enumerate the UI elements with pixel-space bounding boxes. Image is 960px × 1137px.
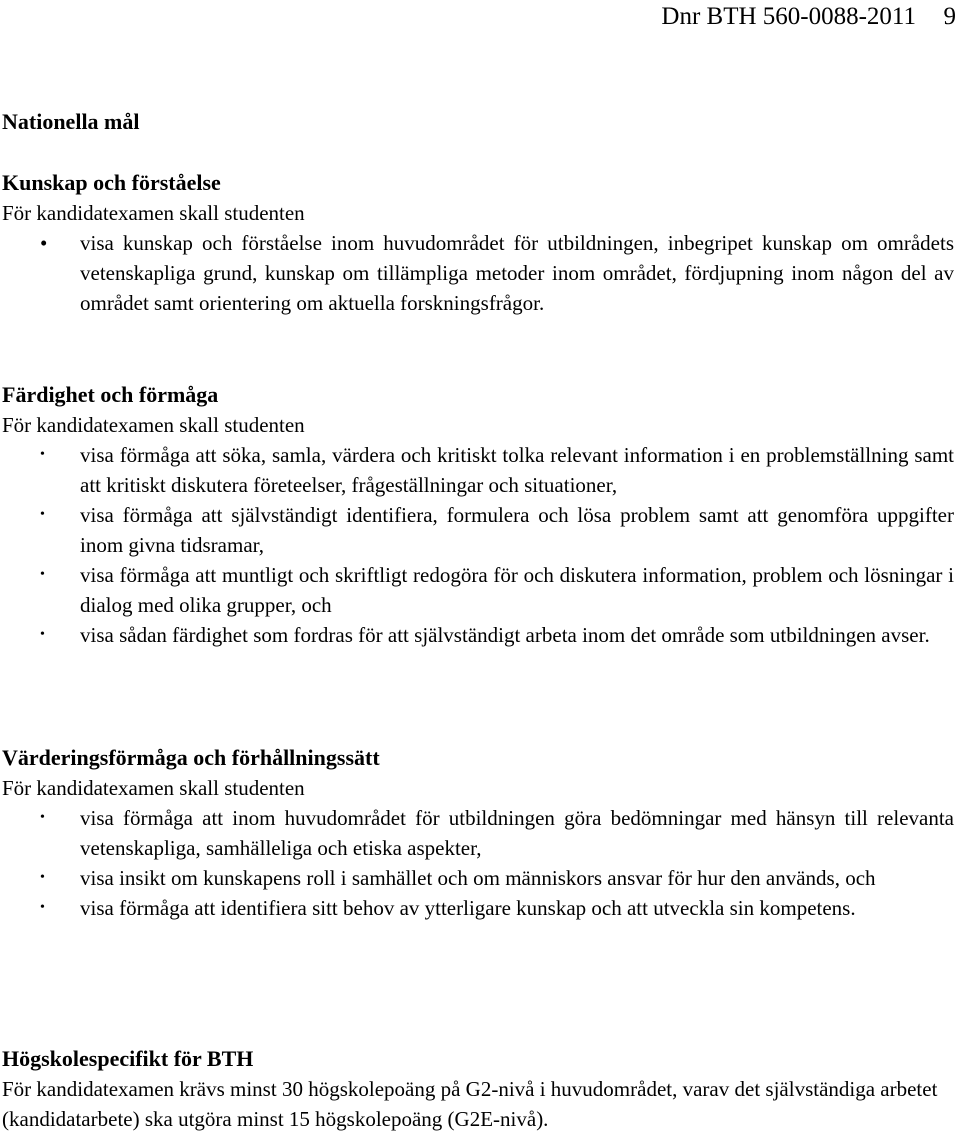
bullet-icon: • bbox=[40, 231, 48, 255]
section-intro: För kandidatexamen skall studenten bbox=[2, 413, 305, 437]
list-item bbox=[2, 863, 954, 893]
list-item-text: visa förmåga att inom huvudområdet för utbildningen göra bedömningar med hänsyn till relevanta vetenskapliga, samhälleliga och etiska aspekter, bbox=[80, 806, 954, 860]
bullet-list bbox=[2, 228, 954, 318]
section-heading: Kunskap och förståelse bbox=[2, 170, 221, 195]
list-item bbox=[2, 440, 954, 500]
list-item bbox=[2, 893, 954, 923]
bullet-icon: • bbox=[40, 507, 45, 522]
main-title: Nationella mål bbox=[2, 109, 140, 134]
page-number: 9 bbox=[943, 3, 956, 30]
section-heading: Värderingsförmåga och förhållningssätt bbox=[2, 745, 380, 770]
bullet-icon: • bbox=[40, 567, 45, 582]
bullet-list bbox=[2, 440, 954, 650]
list-item-text: visa förmåga att identifiera sitt behov av ytterligare kunskap och att utveckla sin kompetens. bbox=[80, 896, 856, 920]
document-number: Dnr BTH 560-0088-2011 bbox=[661, 3, 916, 30]
list-item bbox=[2, 500, 954, 560]
list-item bbox=[2, 803, 954, 863]
bullet-icon: • bbox=[40, 810, 45, 825]
bullet-icon: • bbox=[40, 447, 45, 462]
section-vardering bbox=[2, 743, 954, 923]
section-heading: Färdighet och förmåga bbox=[2, 382, 219, 407]
section-fardighet bbox=[2, 380, 954, 650]
list-item-text: visa förmåga att muntligt och skriftligt redogöra för och diskutera information, problem och lösningar i dialog med olika grupper, och bbox=[80, 563, 954, 617]
list-item bbox=[2, 620, 954, 650]
list-item-text: visa förmåga att självständigt identifiera, formulera och lösa problem samt att genomföra uppgifter inom givna tidsramar, bbox=[80, 503, 954, 557]
list-item bbox=[2, 560, 954, 620]
section-kunskap bbox=[2, 168, 954, 318]
list-item bbox=[2, 228, 954, 318]
list-item-text: visa sådan färdighet som fordras för att självständigt arbeta inom det område som utbildningen avser. bbox=[80, 623, 930, 647]
page-header bbox=[0, 0, 960, 34]
list-item-text: visa förmåga att söka, samla, värdera och kritiskt tolka relevant information i en problemställning samt att kritiskt diskutera företeelser, frågeställningar och situationer, bbox=[80, 443, 954, 497]
bullet-icon: • bbox=[40, 627, 45, 642]
list-item-text: visa insikt om kunskapens roll i samhället och om människors ansvar för hur den används, och bbox=[80, 866, 876, 890]
bullet-list bbox=[2, 803, 954, 923]
section-bth bbox=[2, 1044, 954, 1134]
section-paragraph: För kandidatexamen krävs minst 30 högskolepoäng på G2-nivå i huvudområdet, varav det självständiga arbetet (kandidatarbete) ska utgöra minst 15 högskolepoäng (G2E-nivå). bbox=[2, 1077, 938, 1131]
section-intro: För kandidatexamen skall studenten bbox=[2, 201, 305, 225]
section-heading: Högskolespecifikt för BTH bbox=[2, 1046, 254, 1071]
list-item-text: visa kunskap och förståelse inom huvudområdet för utbildningen, inbegripet kunskap om områdets vetenskapliga grund, kunskap om tillämpliga metoder inom området, fördjupning inom någon del av området samt orientering om aktuella forskningsfrågor. bbox=[80, 231, 954, 315]
bullet-icon: • bbox=[40, 870, 45, 885]
bullet-icon: • bbox=[40, 900, 45, 915]
section-intro: För kandidatexamen skall studenten bbox=[2, 776, 305, 800]
